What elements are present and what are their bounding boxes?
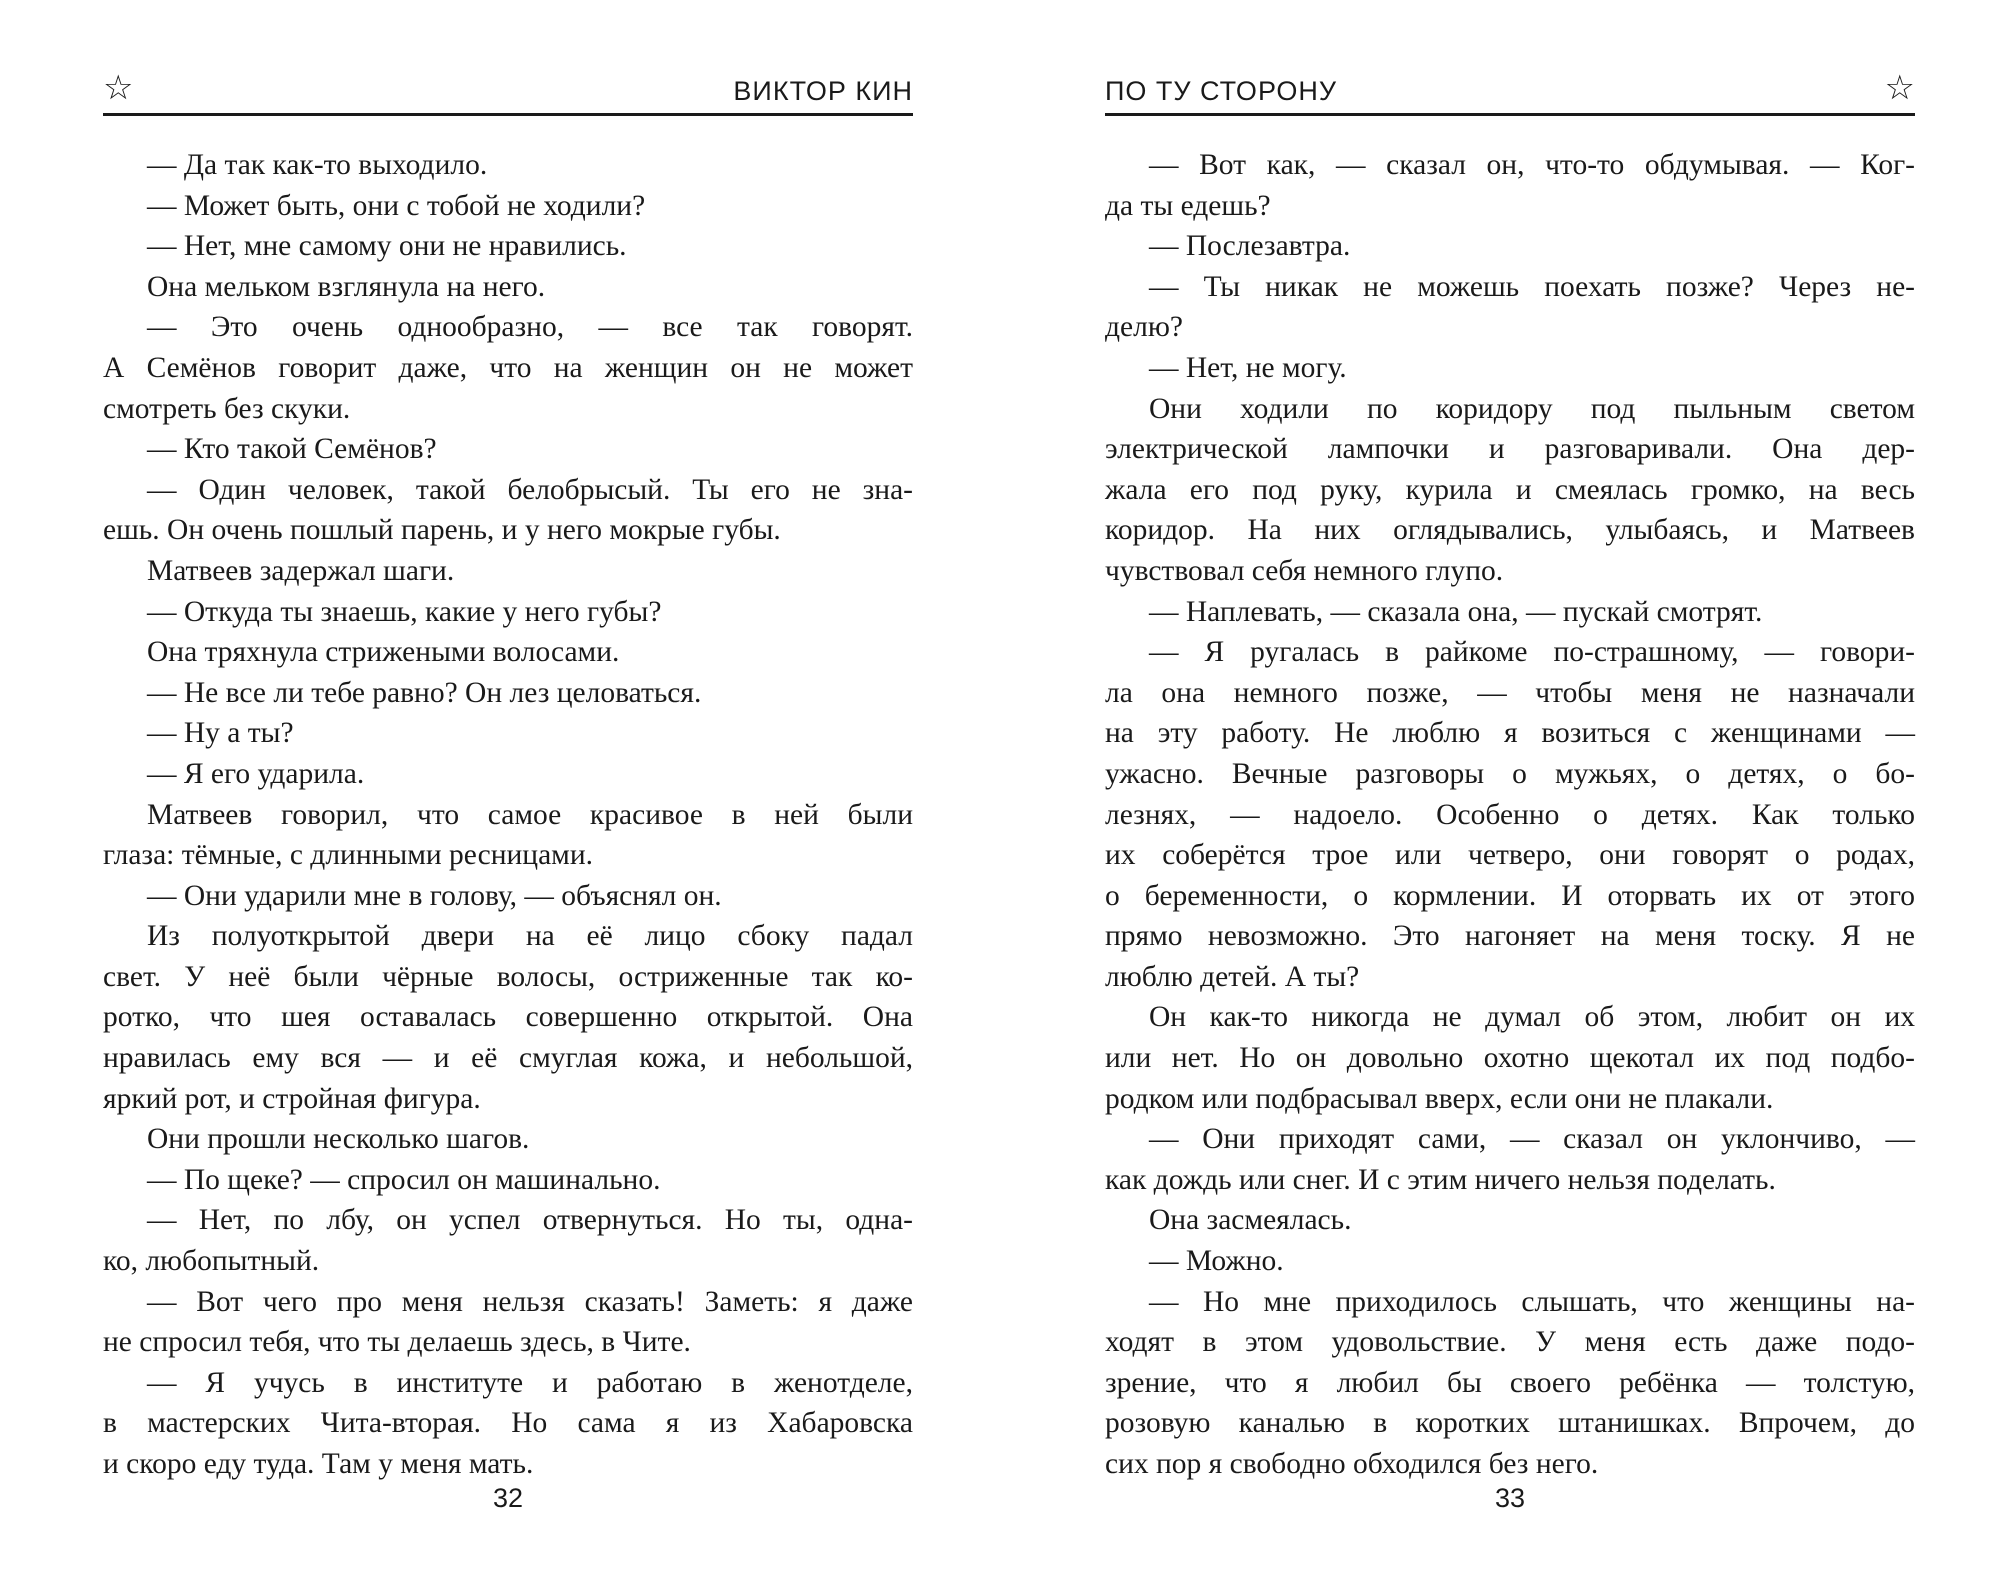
left-page	[103, 0, 913, 1575]
text-line: Она мельком взглянула на него.	[147, 270, 546, 303]
text-line: розовую каналью в коротких штанишках. Впрочем, до	[1105, 1407, 1915, 1440]
text-line: — Откуда ты знаешь, какие у него губы?	[147, 595, 662, 628]
text-line: электрической лампочки и разговаривали. Она дер-	[1105, 433, 1915, 466]
text-line: чувствовал себя немного глупо.	[1105, 554, 1504, 587]
running-head-author: ВИКТОР КИН	[733, 76, 913, 106]
text-line: люблю детей. А ты?	[1105, 960, 1360, 993]
text-line: зрение, что я любил бы своего ребёнка — толстую,	[1105, 1366, 1915, 1399]
text-line: Они прошли несколько шагов.	[147, 1123, 530, 1156]
text-line: делю?	[1105, 311, 1183, 344]
text-line: яркий рот, и стройная фигура.	[103, 1082, 481, 1115]
text-line: Из полуоткрытой двери на её лицо сбоку падал	[147, 920, 913, 953]
text-line: Она засмеялась.	[1149, 1204, 1352, 1237]
text-line: Он как-то никогда не думал об этом, любит он их	[1149, 1001, 1915, 1034]
text-line: прямо невозможно. Это нагоняет на меня тоску. Я не	[1105, 920, 1915, 953]
body-text	[103, 145, 913, 1485]
page-number: 32	[492, 1483, 524, 1513]
text-line: не спросил тебя, что ты делаешь здесь, в Чите.	[103, 1326, 691, 1359]
text-line: ла она немного позже, — чтобы меня не назначали	[1105, 676, 1915, 709]
text-line: ешь. Он очень пошлый парень, и у него мокрые губы.	[103, 514, 781, 547]
text-line: — Ну а ты?	[147, 717, 294, 750]
text-line: — Они ударили мне в голову, — объяснял он.	[147, 879, 722, 912]
running-header	[1105, 70, 1915, 116]
text-line: — Вот чего про меня нельзя сказать! Заметь: я даже	[147, 1285, 913, 1318]
text-line: — Они приходят сами, — сказал он уклончиво, —	[1149, 1123, 1915, 1156]
text-line: — Это очень однообразно, — все так говорят.	[147, 311, 913, 344]
text-line: — Нет, мне самому они не нравились.	[147, 230, 627, 263]
text-line: — Может быть, они с тобой не ходили?	[147, 189, 646, 222]
running-header	[103, 70, 913, 116]
text-line: — Один человек, такой белобрысый. Ты его не зна-	[147, 473, 913, 506]
text-line: или нет. Но он довольно охотно щекотал их под подбо-	[1105, 1042, 1915, 1075]
text-line: ходят в этом удовольствие. У меня есть даже подо-	[1105, 1326, 1915, 1359]
text-line: Она тряхнула стрижеными волосами.	[147, 636, 620, 669]
text-line: и скоро еду туда. Там у меня мать.	[103, 1448, 534, 1480]
text-line: на эту работу. Не люблю я возиться с женщинами —	[1105, 717, 1915, 750]
text-line: — Не все ли тебе равно? Он лез целоваться.	[147, 676, 702, 709]
text-line: — Я ругалась в райкоме по-страшному, — говори-	[1149, 636, 1915, 669]
text-line: — Нет, не могу.	[1149, 351, 1347, 384]
star-icon: ☆	[1884, 68, 1915, 108]
running-head-title: ПО ТУ СТОРОНУ	[1105, 76, 1338, 106]
text-line: как дождь или снег. И с этим ничего нельзя поделать.	[1105, 1163, 1776, 1196]
text-line: свет. У неё были чёрные волосы, остриженные так ко-	[103, 960, 913, 993]
text-line: — Да так как-то выходило.	[147, 149, 488, 181]
text-line: нравилась ему вся — и её смуглая кожа, и небольшой,	[103, 1042, 913, 1075]
text-line: жала его под руку, курила и смеялась громко, на весь	[1105, 473, 1915, 506]
text-line: А Семёнов говорит даже, что на женщин он не может	[103, 351, 913, 384]
text-line: да ты едешь?	[1105, 189, 1271, 222]
text-line: ко, любопытный.	[103, 1245, 320, 1278]
text-line: — Я его ударила.	[147, 757, 365, 790]
text-line: о беременности, о кормлении. И оторвать их от этого	[1105, 879, 1915, 912]
right-page	[1105, 0, 1915, 1575]
text-line: их соберётся трое или четверо, они говорят о родах,	[1105, 839, 1915, 872]
text-line: — Но мне приходилось слышать, что женщины на-	[1149, 1285, 1915, 1318]
text-line: коридор. На них оглядывались, улыбаясь, и Матвеев	[1105, 514, 1915, 547]
text-line: — Ты никак не можешь поехать позже? Через не-	[1149, 270, 1915, 303]
text-line: Матвеев говорил, что самое красивое в ней были	[147, 798, 913, 831]
text-line: ужасно. Вечные разговоры о мужьях, о детях, о бо-	[1105, 757, 1915, 790]
star-icon: ☆	[103, 68, 134, 108]
text-line: родком или подбрасывал вверх, если они не плакали.	[1105, 1082, 1774, 1115]
text-line: смотреть без скуки.	[103, 392, 351, 425]
text-line: лезнях, — надоело. Особенно о детях. Как только	[1105, 798, 1915, 831]
text-line: — Кто такой Семёнов?	[147, 433, 437, 466]
text-line: глаза: тёмные, с длинными ресницами.	[103, 839, 594, 872]
text-line: сих пор я свободно обходился без него.	[1105, 1448, 1599, 1480]
text-line: — Можно.	[1149, 1245, 1284, 1278]
text-line: — Вот как, — сказал он, что-то обдумывая. — Ког-	[1149, 149, 1915, 181]
text-line: ротко, что шея оставалась совершенно открытой. Она	[103, 1001, 913, 1034]
text-line: Матвеев задержал шаги.	[147, 554, 455, 587]
text-line: — Наплевать, — сказала она, — пускай смотрят.	[1149, 595, 1763, 628]
body-text	[1105, 145, 1915, 1485]
text-line: — Послезавтра.	[1149, 230, 1351, 263]
text-line: — Я учусь в институте и работаю в женотделе,	[147, 1366, 913, 1399]
text-line: — Нет, по лбу, он успел отвернуться. Но ты, одна-	[147, 1204, 913, 1237]
text-line: — По щеке? — спросил он машинально.	[147, 1163, 661, 1196]
page-number: 33	[1494, 1483, 1526, 1513]
text-line: Они ходили по коридору под пыльным светом	[1149, 392, 1915, 425]
text-line: в мастерских Чита-вторая. Но сама я из Хабаровска	[103, 1407, 913, 1440]
